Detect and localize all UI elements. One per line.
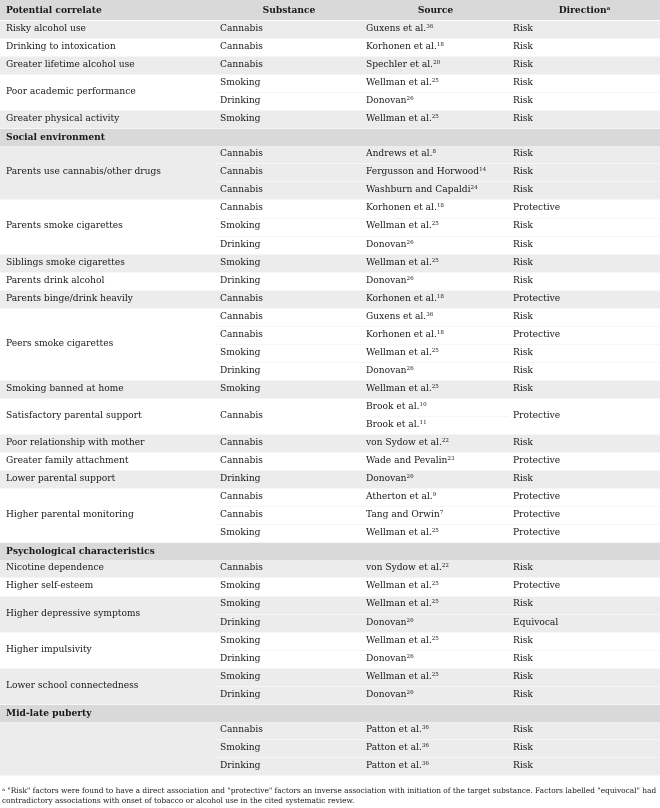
reference-number: 25 [431, 635, 439, 642]
substance-cell: Drinking [216, 686, 362, 704]
substance-cell: Cannabis [216, 200, 362, 218]
substance-cell: Drinking [216, 93, 362, 111]
source-name: Guxens et al. [366, 311, 427, 322]
source-cell [362, 182, 509, 200]
reference-number: 26 [406, 275, 414, 282]
reference-number: 26 [406, 365, 414, 372]
direction-cell: Risk [509, 632, 660, 650]
reference-number: 25 [431, 581, 439, 588]
table-row [0, 560, 660, 578]
source-name: von Sydow et al. [366, 563, 442, 574]
source-name: Tang and Orwin [366, 510, 440, 521]
reference-number: 36 [426, 311, 434, 318]
table-row [0, 489, 660, 507]
direction-cell: Risk [509, 739, 660, 757]
correlate-cell: Parents use cannabis/other drugs [0, 146, 216, 200]
reference-number: 10 [419, 401, 427, 408]
reference-number: 26 [406, 96, 414, 103]
substance-cell: Cannabis [216, 453, 362, 471]
reference-number: 22 [441, 438, 449, 445]
correlate-cell: Greater family attachment [0, 453, 216, 471]
reference-number: 25 [431, 257, 439, 264]
substance-cell: Smoking [216, 525, 362, 543]
substance-cell: Drinking [216, 614, 362, 632]
table-body [0, 21, 660, 776]
direction-cell: Risk [509, 722, 660, 740]
source-cell [362, 362, 509, 380]
table-row [0, 380, 660, 398]
source-name: Donovan [366, 365, 407, 376]
source-cell [362, 525, 509, 543]
reference-number: 25 [431, 221, 439, 228]
source-name: Wade and Pevalin [366, 456, 448, 467]
reference-number: 18 [436, 329, 444, 336]
source-name: Guxens et al. [366, 23, 427, 34]
substance-cell: Drinking [216, 236, 362, 254]
substance-cell: Cannabis [216, 435, 362, 453]
table-row [0, 435, 660, 453]
source-name: Patton et al. [366, 760, 422, 771]
section-header-row [0, 129, 660, 147]
source-name: Wellman et al. [366, 528, 432, 539]
source-name: Donovan [366, 275, 407, 286]
reference-number: 24 [470, 185, 478, 192]
table-header [0, 0, 660, 21]
reference-number: 9 [432, 492, 437, 499]
direction-cell: Risk [509, 93, 660, 111]
correlate-cell: Parents drink alcohol [0, 272, 216, 290]
substance-cell: Drinking [216, 757, 362, 775]
section-title: Social environment [0, 129, 660, 147]
section-title: Psychological characteristics [0, 543, 660, 561]
direction-cell: Risk [509, 39, 660, 57]
table-row [0, 722, 660, 740]
substance-cell: Smoking [216, 596, 362, 614]
table-row [0, 290, 660, 308]
source-name: Donovan [366, 474, 407, 485]
substance-cell: Cannabis [216, 146, 362, 164]
footnote-text: "Risk" factors were found to have a direct association and "protective" factors an inverse association with initiation of the target substance. Factors labelled "equivocal" had contradictory associations with onset of tobacco or alcohol use in the cited systematic review. [2, 786, 657, 805]
substance-cell: Drinking [216, 471, 362, 489]
source-name: Korhonen et al. [366, 42, 437, 53]
source-name: Wellman et al. [366, 114, 432, 125]
substance-cell: Smoking [216, 739, 362, 757]
table-row [0, 272, 660, 290]
reference-number: 20 [433, 60, 441, 67]
substance-cell: Smoking [216, 668, 362, 686]
substance-cell: Smoking [216, 632, 362, 650]
source-name: von Sydow et al. [366, 438, 442, 449]
table-row [0, 308, 660, 326]
source-name: Brook et al. [366, 420, 420, 430]
substance-cell: Cannabis [216, 489, 362, 507]
direction-cell: Risk [509, 164, 660, 182]
table-row [0, 200, 660, 218]
correlate-cell: Smoking banned at home [0, 380, 216, 398]
section-header-row [0, 543, 660, 561]
source-cell [362, 722, 509, 740]
section-title: Mid-late puberty [0, 704, 660, 722]
reference-number: 7 [439, 510, 444, 517]
reference-number: 25 [431, 114, 439, 121]
direction-cell: Risk [509, 596, 660, 614]
direction-cell: Protective [509, 200, 660, 218]
direction-cell: Protective [509, 507, 660, 525]
table-row [0, 146, 660, 164]
correlate-cell: Higher self-esteem [0, 578, 216, 596]
direction-cell: Protective [509, 525, 660, 543]
substance-cell: Cannabis [216, 507, 362, 525]
reference-number: 25 [431, 78, 439, 85]
source-name: Spechler et al. [366, 60, 434, 71]
direction-cell: Protective [509, 578, 660, 596]
reference-number: 25 [431, 671, 439, 678]
reference-number: 18 [436, 203, 444, 210]
reference-number: 26 [406, 689, 414, 696]
table-footnote [0, 786, 658, 806]
table-row [0, 596, 660, 614]
source-cell [362, 21, 509, 39]
source-name: Brook et al. [366, 401, 420, 412]
source-name: Wellman et al. [366, 599, 432, 610]
source-cell [362, 93, 509, 111]
direction-cell: Protective [509, 326, 660, 344]
source-cell [362, 489, 509, 507]
source-name: Donovan [366, 653, 407, 664]
direction-cell: Risk [509, 236, 660, 254]
reference-number: 23 [447, 456, 455, 463]
source-name: Wellman et al. [366, 383, 432, 394]
reference-number: 8 [432, 149, 437, 156]
correlate-cell: Greater lifetime alcohol use [0, 57, 216, 75]
source-name: Donovan [366, 689, 407, 700]
source-name: Donovan [366, 96, 407, 107]
direction-cell: Risk [509, 254, 660, 272]
source-name: Patton et al. [366, 742, 422, 753]
source-cell [362, 507, 509, 525]
correlate-cell: Poor relationship with mother [0, 435, 216, 453]
direction-cell: Risk [509, 111, 660, 129]
direction-cell: Protective [509, 398, 660, 434]
header-direction-footnote-marker: a [606, 5, 611, 12]
table-row [0, 668, 660, 686]
table-row [0, 111, 660, 129]
correlate-cell: Parents smoke cigarettes [0, 200, 216, 254]
source-cell [362, 417, 509, 435]
source-cell [362, 650, 509, 668]
substance-cell: Smoking [216, 254, 362, 272]
direction-cell: Risk [509, 686, 660, 704]
substance-cell: Smoking [216, 218, 362, 236]
table-row [0, 578, 660, 596]
table-row [0, 453, 660, 471]
source-name: Andrews et al. [366, 149, 433, 160]
substance-cell: Cannabis [216, 39, 362, 57]
source-cell [362, 308, 509, 326]
correlate-cell: Risky alcohol use [0, 21, 216, 39]
source-cell [362, 146, 509, 164]
source-name: Wellman et al. [366, 78, 432, 89]
correlate-cell: Parents binge/drink heavily [0, 290, 216, 308]
source-cell [362, 57, 509, 75]
source-cell [362, 686, 509, 704]
reference-number: 25 [431, 528, 439, 535]
source-cell [362, 453, 509, 471]
source-cell [362, 111, 509, 129]
substance-cell: Cannabis [216, 290, 362, 308]
header-direction-label: Direction [558, 4, 607, 16]
reference-number: 26 [406, 617, 414, 624]
correlate-cell: Higher parental monitoring [0, 489, 216, 543]
direction-cell: Risk [509, 362, 660, 380]
header-substance: Substance [216, 0, 362, 21]
reference-number: 25 [431, 383, 439, 390]
direction-cell: Protective [509, 489, 660, 507]
reference-number: 36 [426, 23, 434, 30]
direction-cell: Risk [509, 435, 660, 453]
reference-number: 26 [406, 653, 414, 660]
reference-number: 22 [441, 563, 449, 570]
substance-cell: Drinking [216, 272, 362, 290]
reference-number: 14 [479, 167, 487, 174]
source-cell [362, 471, 509, 489]
source-cell [362, 632, 509, 650]
reference-number: 25 [431, 599, 439, 606]
reference-number: 36 [421, 724, 429, 731]
table-row [0, 398, 660, 416]
source-name: Wellman et al. [366, 221, 432, 232]
substance-cell: Cannabis [216, 722, 362, 740]
table-row [0, 57, 660, 75]
source-name: Atherton et al. [366, 492, 433, 503]
direction-cell: Risk [509, 308, 660, 326]
source-cell [362, 380, 509, 398]
reference-number: 18 [436, 42, 444, 49]
reference-number: 26 [406, 474, 414, 481]
source-name: Donovan [366, 617, 407, 628]
direction-cell: Risk [509, 650, 660, 668]
source-name: Wellman et al. [366, 257, 432, 268]
source-cell [362, 596, 509, 614]
source-cell [362, 290, 509, 308]
source-name: Korhonen et al. [366, 293, 437, 304]
source-cell [362, 578, 509, 596]
substance-cell: Smoking [216, 75, 362, 93]
correlate-cell: Lower school connectedness [0, 668, 216, 704]
substance-cell: Cannabis [216, 21, 362, 39]
footnote-marker: a [2, 787, 5, 793]
substance-cell: Smoking [216, 344, 362, 362]
source-cell [362, 272, 509, 290]
correlate-cell: Drinking to intoxication [0, 39, 216, 57]
source-cell [362, 236, 509, 254]
correlate-cell: Lower parental support [0, 471, 216, 489]
direction-cell: Risk [509, 471, 660, 489]
source-name: Fergusson and Horwood [366, 167, 480, 178]
source-cell [362, 254, 509, 272]
correlate-cell: Higher impulsivity [0, 632, 216, 668]
correlate-cell: Satisfactory parental support [0, 398, 216, 434]
reference-number: 18 [436, 293, 444, 300]
source-name: Wellman et al. [366, 347, 432, 358]
table-row [0, 75, 660, 93]
source-name: Wellman et al. [366, 671, 432, 682]
source-name: Donovan [366, 239, 407, 250]
source-cell [362, 344, 509, 362]
source-name: Korhonen et al. [366, 203, 437, 214]
header-direction [509, 0, 660, 21]
direction-cell: Risk [509, 182, 660, 200]
substance-cell: Smoking [216, 111, 362, 129]
correlate-cell: Nicotine dependence [0, 560, 216, 578]
direction-cell: Risk [509, 560, 660, 578]
table-row [0, 21, 660, 39]
section-header-row [0, 704, 660, 722]
direction-cell: Risk [509, 380, 660, 398]
source-cell [362, 75, 509, 93]
direction-cell: Risk [509, 344, 660, 362]
source-name: Washburn and Capaldi [366, 185, 471, 196]
reference-number: 25 [431, 347, 439, 354]
substance-cell: Cannabis [216, 398, 362, 434]
correlate-cell: Greater physical activity [0, 111, 216, 129]
source-cell [362, 164, 509, 182]
substance-cell: Drinking [216, 650, 362, 668]
correlate-cell: Peers smoke cigarettes [0, 308, 216, 380]
table-row [0, 632, 660, 650]
header-source: Source [362, 0, 509, 21]
direction-cell: Risk [509, 218, 660, 236]
source-cell [362, 757, 509, 775]
table-row [0, 39, 660, 57]
source-name: Wellman et al. [366, 635, 432, 646]
direction-cell: Risk [509, 668, 660, 686]
direction-cell: Protective [509, 290, 660, 308]
reference-number: 36 [421, 760, 429, 767]
reference-number: 36 [421, 742, 429, 749]
correlate-cell: Poor academic performance [0, 75, 216, 111]
reference-number: 26 [406, 239, 414, 246]
source-cell [362, 326, 509, 344]
header-correlate: Potential correlate [0, 0, 216, 21]
direction-cell: Risk [509, 57, 660, 75]
correlate-cell: Higher depressive symptoms [0, 596, 216, 632]
source-cell [362, 200, 509, 218]
substance-cell: Cannabis [216, 164, 362, 182]
substance-cell: Cannabis [216, 308, 362, 326]
direction-cell: Equivocal [509, 614, 660, 632]
source-cell [362, 560, 509, 578]
source-cell [362, 398, 509, 416]
substance-cell: Cannabis [216, 560, 362, 578]
substance-cell: Cannabis [216, 57, 362, 75]
direction-cell: Risk [509, 272, 660, 290]
source-name: Patton et al. [366, 724, 422, 735]
table-row [0, 471, 660, 489]
substance-cell: Cannabis [216, 182, 362, 200]
substance-cell: Smoking [216, 380, 362, 398]
table-row [0, 254, 660, 272]
source-cell [362, 218, 509, 236]
source-name: Wellman et al. [366, 581, 432, 592]
direction-cell: Risk [509, 75, 660, 93]
source-cell [362, 614, 509, 632]
direction-cell: Risk [509, 21, 660, 39]
correlate-cell: Siblings smoke cigarettes [0, 254, 216, 272]
source-cell [362, 435, 509, 453]
source-cell [362, 668, 509, 686]
source-cell [362, 739, 509, 757]
substance-cell: Smoking [216, 578, 362, 596]
substance-cell: Cannabis [216, 326, 362, 344]
reference-number: 11 [419, 420, 427, 426]
source-name: Korhonen et al. [366, 329, 437, 340]
correlate-cell [0, 722, 216, 776]
direction-cell: Risk [509, 146, 660, 164]
source-cell [362, 39, 509, 57]
direction-cell: Protective [509, 453, 660, 471]
substance-cell: Drinking [216, 362, 362, 380]
direction-cell: Risk [509, 757, 660, 775]
